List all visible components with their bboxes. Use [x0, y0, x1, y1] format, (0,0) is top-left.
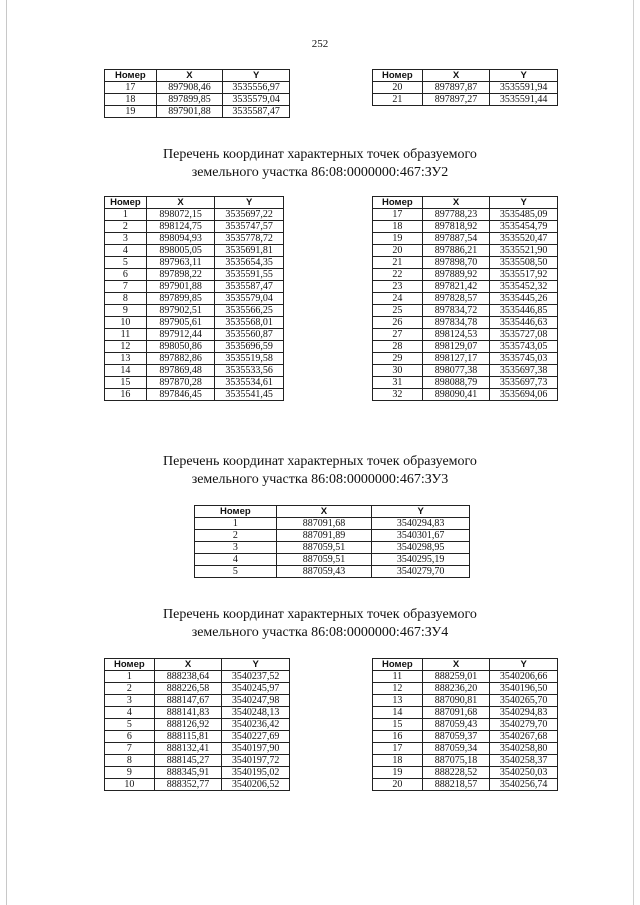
coord-x: 888141,83	[154, 707, 222, 719]
point-number: 4	[195, 554, 277, 566]
table-row	[105, 671, 290, 683]
coord-y: 3540265,70	[490, 695, 558, 707]
coord-x: 897818,92	[422, 221, 490, 233]
point-number: 26	[373, 317, 423, 329]
coord-y: 3540237,52	[222, 671, 290, 683]
table-row	[105, 317, 284, 329]
point-number: 3	[105, 233, 147, 245]
table-row	[373, 281, 558, 293]
coord-y: 3540258,37	[490, 755, 558, 767]
point-number: 1	[195, 518, 277, 530]
point-number: 15	[105, 377, 147, 389]
point-number: 5	[105, 257, 147, 269]
point-number: 11	[105, 329, 147, 341]
coord-y: 3540248,13	[222, 707, 290, 719]
table-row	[105, 257, 284, 269]
point-number: 12	[105, 341, 147, 353]
coord-x: 888115,81	[154, 731, 222, 743]
point-number: 21	[373, 257, 423, 269]
coord-y: 3535747,57	[215, 221, 284, 233]
coord-y: 3535568,01	[215, 317, 284, 329]
table-row	[373, 767, 558, 779]
point-number: 17	[105, 82, 157, 94]
coord-y: 3540227,69	[222, 731, 290, 743]
coord-x: 898127,17	[422, 353, 490, 365]
coord-x: 897788,23	[422, 209, 490, 221]
table-row	[105, 779, 290, 791]
coord-x: 887090,81	[422, 695, 490, 707]
coord-x: 888352,77	[154, 779, 222, 791]
point-number: 3	[105, 695, 155, 707]
table-row	[373, 293, 558, 305]
coord-x: 897902,51	[146, 305, 215, 317]
coord-x: 898129,07	[422, 341, 490, 353]
coord-x: 887059,43	[276, 566, 372, 578]
coord-x: 887059,37	[422, 731, 490, 743]
table-row	[373, 365, 558, 377]
point-number: 25	[373, 305, 423, 317]
table-header-row	[105, 197, 284, 209]
table-header-row	[105, 70, 290, 82]
coord-y: 3535778,72	[215, 233, 284, 245]
coord-y: 3540267,68	[490, 731, 558, 743]
point-number: 20	[373, 245, 423, 257]
column-header-x: X	[422, 659, 490, 671]
column-header-y: Y	[215, 197, 284, 209]
point-number: 14	[105, 365, 147, 377]
point-number: 17	[373, 743, 423, 755]
coord-x: 888259,01	[422, 671, 490, 683]
table-row	[105, 82, 290, 94]
coord-x: 897889,92	[422, 269, 490, 281]
table-row	[373, 221, 558, 233]
coord-y: 3540206,66	[490, 671, 558, 683]
column-header-y: Y	[372, 506, 470, 518]
point-number: 27	[373, 329, 423, 341]
table-row	[105, 755, 290, 767]
coord-y: 3540197,90	[222, 743, 290, 755]
coord-x: 888238,64	[154, 671, 222, 683]
heading-zu3-line1: Перечень координат характерных точек образуемого	[163, 454, 477, 469]
heading-zu2-line1: Перечень координат характерных точек образуемого	[163, 147, 477, 162]
coord-y: 3535508,50	[490, 257, 558, 269]
coord-x: 897869,48	[146, 365, 215, 377]
point-number: 9	[105, 767, 155, 779]
coord-x: 897882,86	[146, 353, 215, 365]
table-row	[105, 743, 290, 755]
heading-zu3-line2: земельного участка 86:08:0000000:467:ЗУ3	[191, 472, 449, 487]
point-number: 2	[195, 530, 277, 542]
point-number: 29	[373, 353, 423, 365]
coord-x: 897901,88	[146, 281, 215, 293]
point-number: 1	[105, 209, 147, 221]
coord-x: 897828,57	[422, 293, 490, 305]
table-row	[105, 683, 290, 695]
coord-x: 887091,89	[276, 530, 372, 542]
point-number: 19	[105, 106, 157, 118]
coord-x: 898124,53	[422, 329, 490, 341]
table-header-row	[373, 659, 558, 671]
coord-x: 887059,51	[276, 554, 372, 566]
point-number: 6	[105, 731, 155, 743]
column-header-x: X	[146, 197, 215, 209]
table-row	[105, 707, 290, 719]
point-number: 24	[373, 293, 423, 305]
point-number: 11	[373, 671, 423, 683]
coord-x: 887059,51	[276, 542, 372, 554]
coord-y: 3540256,74	[490, 779, 558, 791]
coord-x: 898005,05	[146, 245, 215, 257]
point-number: 12	[373, 683, 423, 695]
point-number: 6	[105, 269, 147, 281]
coord-x: 888145,27	[154, 755, 222, 767]
point-number: 7	[105, 743, 155, 755]
table-row	[373, 377, 558, 389]
coord-y: 3535696,59	[215, 341, 284, 353]
heading-zu2	[0, 146, 640, 182]
coord-x: 898077,38	[422, 365, 490, 377]
table-row	[195, 554, 470, 566]
coord-x: 897899,85	[156, 94, 223, 106]
coord-y: 3540301,67	[372, 530, 470, 542]
column-header-number: Номер	[105, 70, 157, 82]
coord-x: 888345,91	[154, 767, 222, 779]
point-number: 8	[105, 755, 155, 767]
coord-y: 3540298,95	[372, 542, 470, 554]
column-header-y: Y	[490, 70, 558, 82]
coord-x: 898124,75	[146, 221, 215, 233]
table-row	[105, 209, 284, 221]
table-row	[373, 209, 558, 221]
coord-x: 897963,11	[146, 257, 215, 269]
table-row	[373, 671, 558, 683]
table-zu4-left	[104, 658, 290, 791]
coord-y: 3535533,56	[215, 365, 284, 377]
table-row	[373, 94, 558, 106]
table-header-row	[373, 70, 558, 82]
table-row	[105, 94, 290, 106]
point-number: 19	[373, 233, 423, 245]
coord-y: 3535446,63	[490, 317, 558, 329]
column-header-y: Y	[490, 659, 558, 671]
coord-y: 3535654,35	[215, 257, 284, 269]
coord-y: 3535591,94	[490, 82, 558, 94]
coord-y: 3535454,79	[490, 221, 558, 233]
heading-zu3	[0, 453, 640, 489]
table-row	[373, 389, 558, 401]
coord-y: 3535745,03	[490, 353, 558, 365]
point-number: 5	[195, 566, 277, 578]
table-zu2-left	[104, 196, 284, 401]
table-top-right	[372, 69, 558, 106]
coord-y: 3540250,03	[490, 767, 558, 779]
table-row	[373, 305, 558, 317]
coord-y: 3535517,92	[490, 269, 558, 281]
coord-x: 897870,28	[146, 377, 215, 389]
column-header-x: X	[156, 70, 223, 82]
point-number: 16	[373, 731, 423, 743]
table-row	[105, 341, 284, 353]
coord-x: 888147,67	[154, 695, 222, 707]
point-number: 16	[105, 389, 147, 401]
point-number: 2	[105, 683, 155, 695]
point-number: 28	[373, 341, 423, 353]
coord-x: 897887,54	[422, 233, 490, 245]
coord-y: 3535697,73	[490, 377, 558, 389]
coord-y: 3535521,90	[490, 245, 558, 257]
column-header-number: Номер	[373, 70, 423, 82]
coord-y: 3535587,47	[223, 106, 290, 118]
table-row	[105, 719, 290, 731]
point-number: 10	[105, 317, 147, 329]
coord-y: 3535591,44	[490, 94, 558, 106]
point-number: 4	[105, 245, 147, 257]
table-row	[373, 329, 558, 341]
table-row	[373, 257, 558, 269]
table-row	[373, 82, 558, 94]
coord-y: 3540197,72	[222, 755, 290, 767]
coord-x: 897834,78	[422, 317, 490, 329]
table-row	[195, 518, 470, 530]
point-number: 15	[373, 719, 423, 731]
table-header-row	[373, 197, 558, 209]
point-number: 17	[373, 209, 423, 221]
table-row	[373, 245, 558, 257]
coord-x: 898090,41	[422, 389, 490, 401]
table-row	[373, 341, 558, 353]
point-number: 23	[373, 281, 423, 293]
point-number: 18	[373, 755, 423, 767]
table-row	[105, 233, 284, 245]
table-zu4-right	[372, 658, 558, 791]
table-row	[373, 695, 558, 707]
table-row	[195, 542, 470, 554]
column-header-number: Номер	[195, 506, 277, 518]
coord-x: 888218,57	[422, 779, 490, 791]
table-row	[105, 389, 284, 401]
table-row	[105, 221, 284, 233]
coord-x: 887059,34	[422, 743, 490, 755]
coord-x: 897901,88	[156, 106, 223, 118]
coord-y: 3540258,80	[490, 743, 558, 755]
coord-x: 897897,87	[422, 82, 490, 94]
column-header-number: Номер	[105, 659, 155, 671]
coord-y: 3540247,98	[222, 695, 290, 707]
table-row	[373, 707, 558, 719]
point-number: 10	[105, 779, 155, 791]
point-number: 1	[105, 671, 155, 683]
point-number: 5	[105, 719, 155, 731]
point-number: 31	[373, 377, 423, 389]
coord-y: 3535579,04	[215, 293, 284, 305]
table-header-row	[105, 659, 290, 671]
table-row	[373, 743, 558, 755]
coord-y: 3535697,38	[490, 365, 558, 377]
coord-y: 3540195,02	[222, 767, 290, 779]
coord-y: 3540279,70	[372, 566, 470, 578]
point-number: 32	[373, 389, 423, 401]
table-row	[105, 281, 284, 293]
table-row	[105, 377, 284, 389]
coord-y: 3535694,06	[490, 389, 558, 401]
column-header-y: Y	[490, 197, 558, 209]
point-number: 18	[373, 221, 423, 233]
coord-x: 898094,93	[146, 233, 215, 245]
heading-zu4-line2: земельного участка 86:08:0000000:467:ЗУ4	[191, 625, 449, 640]
heading-zu2-line2: земельного участка 86:08:0000000:467:ЗУ2	[191, 165, 449, 180]
point-number: 8	[105, 293, 147, 305]
point-number: 13	[373, 695, 423, 707]
point-number: 18	[105, 94, 157, 106]
coord-y: 3540295,19	[372, 554, 470, 566]
coord-x: 888228,52	[422, 767, 490, 779]
point-number: 2	[105, 221, 147, 233]
table-row	[195, 566, 470, 578]
point-number: 21	[373, 94, 423, 106]
table-top-left	[104, 69, 290, 118]
table-row	[373, 731, 558, 743]
table-zu3	[194, 505, 470, 578]
coord-y: 3535556,97	[223, 82, 290, 94]
coord-x: 897912,44	[146, 329, 215, 341]
coord-x: 897897,27	[422, 94, 490, 106]
coord-x: 897899,85	[146, 293, 215, 305]
coord-y: 3540279,70	[490, 719, 558, 731]
coord-x: 897846,45	[146, 389, 215, 401]
coord-y: 3535519,58	[215, 353, 284, 365]
coord-y: 3535541,45	[215, 389, 284, 401]
coord-y: 3535691,81	[215, 245, 284, 257]
heading-zu4-line1: Перечень координат характерных точек образуемого	[163, 607, 477, 622]
table-row	[373, 755, 558, 767]
table-row	[105, 731, 290, 743]
point-number: 19	[373, 767, 423, 779]
table-header-row	[195, 506, 470, 518]
point-number: 7	[105, 281, 147, 293]
table-row	[373, 779, 558, 791]
column-header-number: Номер	[373, 197, 423, 209]
coord-x: 897821,42	[422, 281, 490, 293]
point-number: 30	[373, 365, 423, 377]
coord-x: 888236,20	[422, 683, 490, 695]
coord-x: 888132,41	[154, 743, 222, 755]
coord-x: 897834,72	[422, 305, 490, 317]
heading-zu4	[0, 606, 640, 642]
table-row	[105, 767, 290, 779]
coord-y: 3535743,05	[490, 341, 558, 353]
coord-x: 897905,61	[146, 317, 215, 329]
page-number: 252	[311, 38, 329, 50]
table-row	[105, 106, 290, 118]
column-header-x: X	[276, 506, 372, 518]
coord-y: 3540294,83	[490, 707, 558, 719]
coord-y: 3540294,83	[372, 518, 470, 530]
coord-x: 888226,58	[154, 683, 222, 695]
column-header-number: Номер	[373, 659, 423, 671]
table-row	[373, 317, 558, 329]
column-header-x: X	[422, 70, 490, 82]
coord-y: 3535445,26	[490, 293, 558, 305]
coord-y: 3535566,25	[215, 305, 284, 317]
table-row	[373, 683, 558, 695]
coord-y: 3535452,32	[490, 281, 558, 293]
table-row	[105, 695, 290, 707]
point-number: 4	[105, 707, 155, 719]
table-row	[373, 269, 558, 281]
table-zu2-right	[372, 196, 558, 401]
coord-y: 3535591,55	[215, 269, 284, 281]
table-row	[105, 245, 284, 257]
coord-y: 3535587,47	[215, 281, 284, 293]
point-number: 13	[105, 353, 147, 365]
coord-x: 888126,92	[154, 719, 222, 731]
coord-x: 887091,68	[276, 518, 372, 530]
coord-y: 3535560,87	[215, 329, 284, 341]
table-row	[373, 353, 558, 365]
point-number: 3	[195, 542, 277, 554]
coord-x: 898050,86	[146, 341, 215, 353]
table-row	[105, 293, 284, 305]
table-row	[105, 329, 284, 341]
column-header-x: X	[422, 197, 490, 209]
point-number: 20	[373, 82, 423, 94]
column-header-x: X	[154, 659, 222, 671]
point-number: 9	[105, 305, 147, 317]
coord-y: 3535446,85	[490, 305, 558, 317]
coord-y: 3540196,50	[490, 683, 558, 695]
coord-x: 887059,43	[422, 719, 490, 731]
table-row	[105, 269, 284, 281]
point-number: 22	[373, 269, 423, 281]
coord-y: 3535697,22	[215, 209, 284, 221]
point-number: 20	[373, 779, 423, 791]
table-row	[373, 233, 558, 245]
point-number: 14	[373, 707, 423, 719]
column-header-y: Y	[222, 659, 290, 671]
coord-x: 897886,21	[422, 245, 490, 257]
coord-x: 887075,18	[422, 755, 490, 767]
coord-y: 3540245,97	[222, 683, 290, 695]
table-row	[195, 530, 470, 542]
table-row	[105, 365, 284, 377]
coord-x: 897898,22	[146, 269, 215, 281]
coord-x: 897898,70	[422, 257, 490, 269]
coord-x: 898072,15	[146, 209, 215, 221]
coord-y: 3540236,42	[222, 719, 290, 731]
table-row	[105, 353, 284, 365]
coord-x: 897908,46	[156, 82, 223, 94]
coord-x: 898088,79	[422, 377, 490, 389]
coord-y: 3535534,61	[215, 377, 284, 389]
table-row	[373, 719, 558, 731]
column-header-number: Номер	[105, 197, 147, 209]
coord-x: 887091,68	[422, 707, 490, 719]
coord-y: 3535727,08	[490, 329, 558, 341]
coord-y: 3535485,09	[490, 209, 558, 221]
coord-y: 3540206,52	[222, 779, 290, 791]
coord-y: 3535520,47	[490, 233, 558, 245]
column-header-y: Y	[223, 70, 290, 82]
table-row	[105, 305, 284, 317]
coord-y: 3535579,04	[223, 94, 290, 106]
